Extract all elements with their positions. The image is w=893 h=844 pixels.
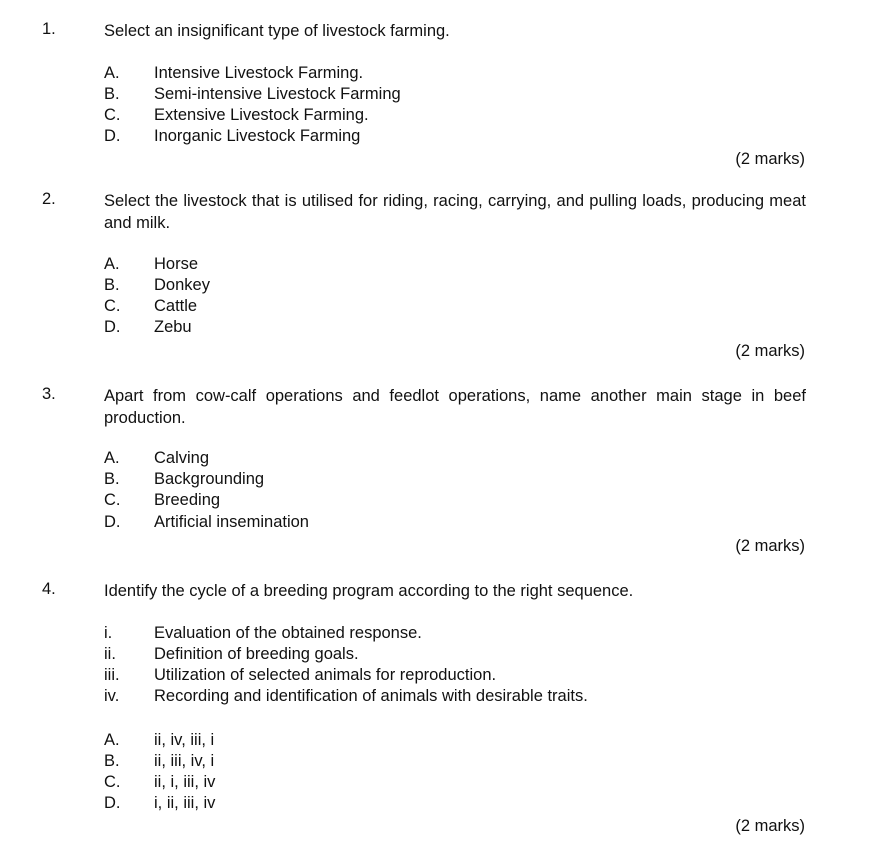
- question-number: 3.: [42, 385, 56, 403]
- option-letter: B.: [104, 752, 120, 770]
- step-text: Definition of breeding goals.: [154, 645, 359, 663]
- option-letter: A.: [104, 255, 120, 273]
- option-text: Zebu: [154, 318, 192, 336]
- option-text: Breeding: [154, 491, 221, 509]
- option-letter: A.: [104, 449, 120, 467]
- question-number: 4.: [42, 580, 56, 598]
- option-text: ii, i, iii, iv: [154, 773, 216, 791]
- question-text: Identify the cycle of a breeding program according to the right sequence.: [104, 582, 634, 600]
- step-text: Utilization of selected animals for reproduction.: [154, 666, 497, 684]
- option-text: Backgrounding: [154, 470, 265, 488]
- option-text: Intensive Livestock Farming.: [154, 64, 364, 82]
- question-text: Select the livestock that is utilised for riding, racing, carrying, and pulling loads, producing meat and milk.: [104, 192, 806, 232]
- option-letter: D.: [104, 127, 121, 145]
- option-text: ii, iv, iii, i: [154, 731, 215, 749]
- option-letter: D.: [104, 513, 121, 531]
- option-text: Calving: [154, 449, 210, 467]
- step-label: iv.: [104, 687, 120, 705]
- option-text: Artificial insemination: [154, 513, 309, 531]
- option-letter: D.: [104, 794, 121, 812]
- option-letter: B.: [104, 276, 120, 294]
- option-text: Inorganic Livestock Farming: [154, 127, 361, 145]
- question-text: Apart from cow-calf operations and feedlot operations, name another main stage in beef production.: [104, 387, 806, 427]
- option-letter: C.: [104, 491, 121, 509]
- option-text: Horse: [154, 255, 199, 273]
- question-number: 2.: [42, 190, 56, 208]
- step-label: iii.: [104, 666, 120, 684]
- step-label: i.: [104, 624, 113, 642]
- marks-label: (2 marks): [735, 150, 805, 168]
- option-letter: C.: [104, 773, 121, 791]
- marks-label: (2 marks): [735, 537, 805, 555]
- question-number: 1.: [42, 20, 56, 38]
- option-text: Semi-intensive Livestock Farming: [154, 85, 401, 103]
- option-letter: D.: [104, 318, 121, 336]
- step-text: Evaluation of the obtained response.: [154, 624, 422, 642]
- option-letter: C.: [104, 297, 121, 315]
- option-letter: A.: [104, 731, 120, 749]
- option-letter: C.: [104, 106, 121, 124]
- option-letter: A.: [104, 64, 120, 82]
- option-letter: B.: [104, 470, 120, 488]
- option-text: Cattle: [154, 297, 198, 315]
- option-text: Donkey: [154, 276, 210, 294]
- step-label: ii.: [104, 645, 116, 663]
- step-text: Recording and identification of animals with desirable traits.: [154, 687, 588, 705]
- option-letter: B.: [104, 85, 120, 103]
- question-text: Select an insignificant type of livestock farming.: [104, 22, 450, 40]
- option-text: ii, iii, iv, i: [154, 752, 215, 770]
- option-text: Extensive Livestock Farming.: [154, 106, 369, 124]
- option-text: i, ii, iii, iv: [154, 794, 216, 812]
- marks-label: (2 marks): [735, 817, 805, 835]
- marks-label: (2 marks): [735, 342, 805, 360]
